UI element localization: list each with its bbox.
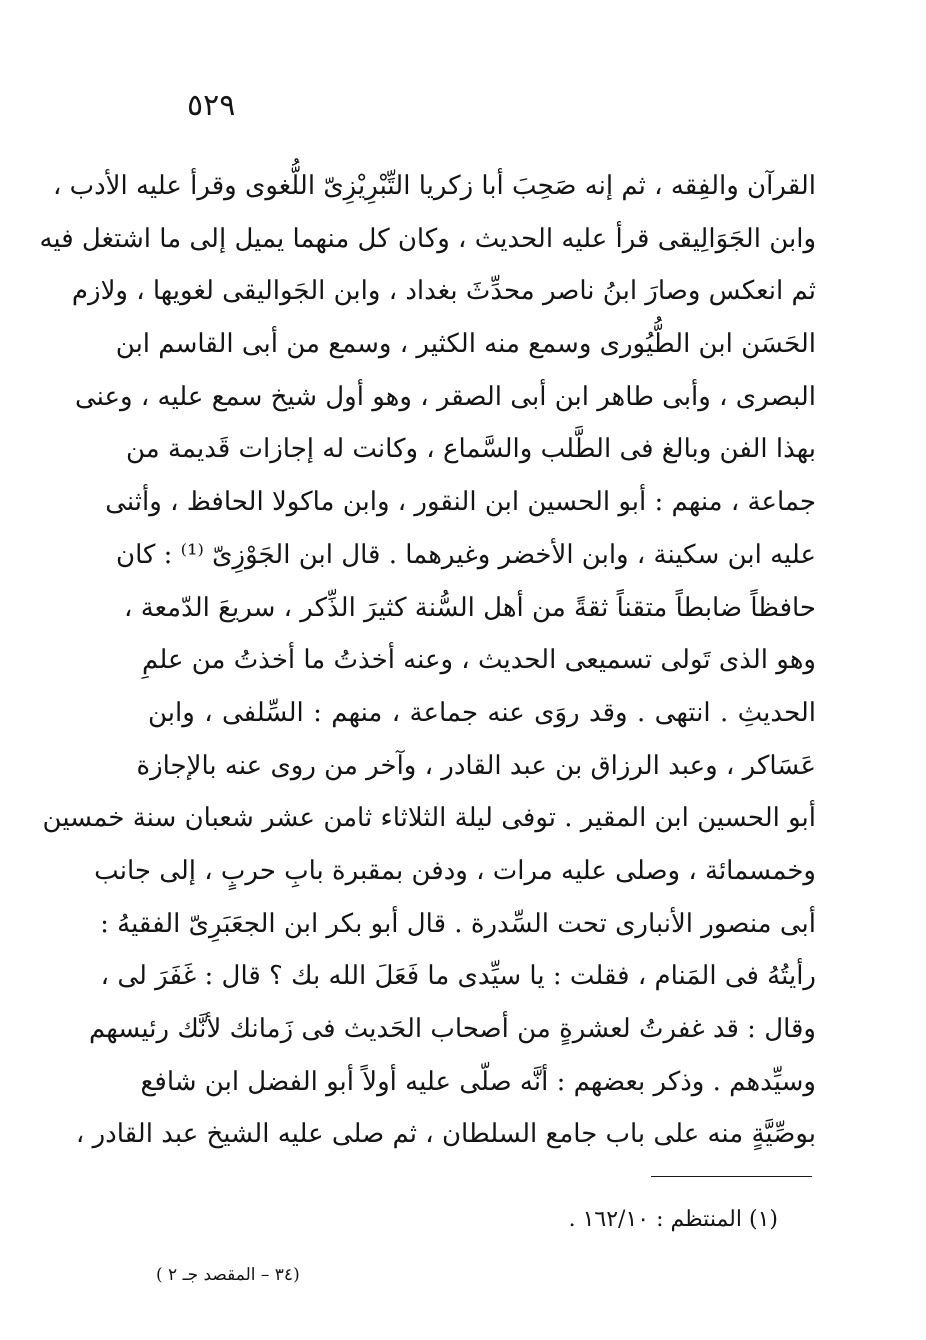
text-line: وهو الذى تَولى تسميعى الحديث ، وعنه أخذتُ ما أخذتُ من علمِ: [142, 645, 816, 676]
text-line: أبو الحسين ابن المقير . توفى ليلة الثلاثاء ثامن عشر شعبان سنة خمسين: [42, 803, 816, 834]
text-line: وسيِّدهم . وذكر بعضهم : أنَّه صلّى عليه أولاً أبو الفضل ابن شافع: [140, 1066, 816, 1097]
text-line: رأيتُهُ فى المَنام ، فقلت : يا سيِّدى ما فَعَلَ الله بك ؟ قال : غَفَرَ لى ،: [100, 961, 816, 992]
body-text: [39, 160, 816, 1161]
text-line: وقال : قد غفرتُ لعشرةٍ من أصحاب الحَديث فى زَمانك لأنَّك رئيسهم: [88, 1014, 816, 1044]
text-line: جماعة ، منهم : أبو الحسين ابن النقور ، وابن ماكولا الحافظ ، وأثنى: [105, 487, 816, 518]
page-number: ٥٢٩: [187, 88, 236, 123]
footnote-divider: [651, 1176, 812, 1177]
text-line: حافظاً ضابطاً متقناً ثقةً من أهل السُّنة كثيرَ الذِّكر ، سريعَ الدّمعة ،: [124, 592, 816, 623]
text-line: الحَسَن ابن الطُّيُورى وسمع منه الكثير ، وسمع من أبى القاسم ابن: [115, 329, 816, 360]
text-line: عَسَاكر ، وعبد الرزاق بن عبد القادر ، وآخر من روى عنه بالإجازة: [136, 750, 816, 781]
text-line: القرآن والفِقه ، ثم إنه صَحِبَ أبا زكريا التِّبْرِيْزِىّ اللُّغوى وقرأ عليه الأدب ،: [52, 171, 816, 201]
text-line: وخمسمائة ، وصلى عليه مرات ، ودفن بمقبرة بابِ حربٍ ، إلى جانب: [94, 855, 816, 886]
print-signature: (٣٤ – المقصد جـ ٢ ): [156, 1265, 300, 1285]
text-line: عليه ابن سكينة ، وابن الأخضر وغيرهما . قال ابن الجَوْزِىّ ⁽¹⁾ : كان: [116, 539, 816, 570]
text-line: أبى منصور الأنبارى تحت السِّدرة . قال أبو بكر ابن الجعَبَرِىّ الفقيهُ :: [100, 908, 816, 939]
text-line: وابن الجَوَالِيقى قرأ عليه الحديث ، وكان كل منهما يميل إلى ما اشتغل فيه: [39, 223, 816, 254]
footnote: (١) المنتظم : ١٦٢/١٠ .: [568, 1207, 778, 1232]
text-line: ثم انعكس وصارَ ابنُ ناصر محدِّثَ بغداد ، وابن الجَواليقى لغويها ، ولازم: [71, 276, 816, 307]
text-line: البصرى ، وأبى طاهر ابن أبى الصقر ، وهو أول شيخ سمع عليه ، وعنى: [75, 381, 816, 412]
text-line: الحديثِ . انتهى . وقد روَى عنه جماعة ، منهم : السِّلفى ، وابن: [148, 697, 816, 728]
text-line: بوصِّيَّةٍ منه على باب جامع السلطان ، ثم صلى عليه الشيخ عبد القادر ،: [75, 1119, 816, 1150]
text-line: بهذا الفن وبالغ فى الطَّلب والسَّماع ، وكانت له إجازات قَديمة من: [126, 434, 816, 465]
